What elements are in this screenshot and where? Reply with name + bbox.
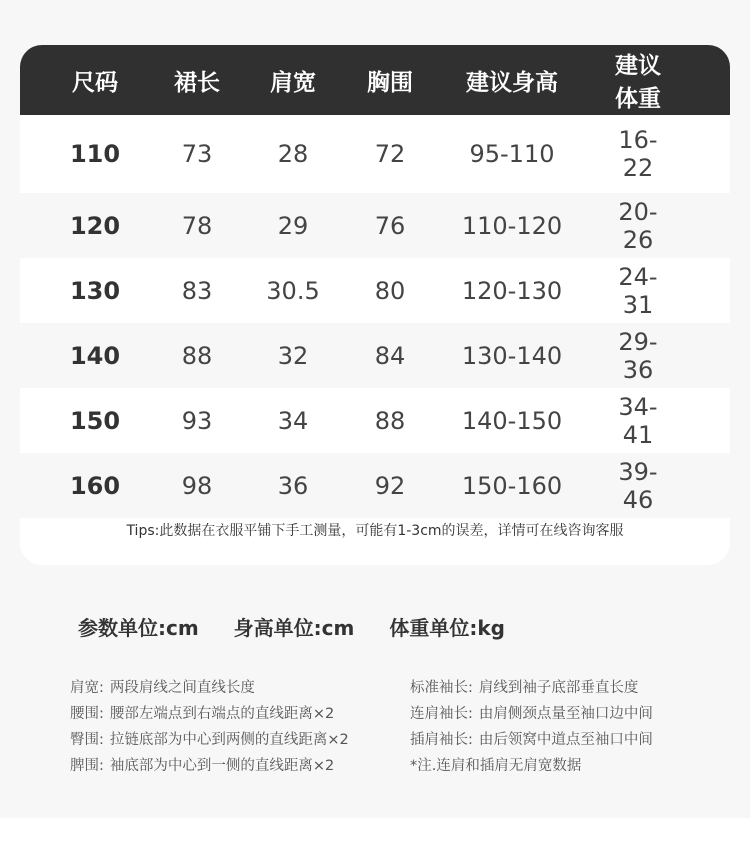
cell-skirt-length: 93 (181, 406, 213, 435)
cell-size: 160 (69, 471, 121, 500)
table-row (20, 258, 730, 323)
cell-height: 150-160 (461, 471, 563, 500)
cell-height: 110-120 (461, 211, 563, 240)
note-waist (70, 701, 349, 727)
height-unit: 身高单位:cm (233, 616, 355, 640)
cell-bust: 88 (374, 406, 406, 435)
cell-skirt-length: 98 (181, 471, 213, 500)
cell-height: 140-150 (461, 406, 563, 435)
note-value: 由后领窝中道点至袖口中间 (478, 732, 653, 748)
cell-weight: 29-36 (618, 327, 658, 384)
cell-weight: 16-22 (618, 126, 658, 182)
cell-size: 150 (69, 406, 121, 435)
measurement-tips: Tips:此数据在衣服平铺下手工测量，可能有1-3cm的误差，详情可在线咨询客服 (126, 523, 624, 539)
note-key: 连肩袖长: (410, 706, 473, 722)
header-suggested-weight: 建议体重 (615, 53, 661, 112)
note-footnote (410, 753, 653, 779)
table-row (20, 323, 730, 388)
cell-skirt-length: 83 (181, 276, 213, 305)
cell-height: 130-140 (461, 341, 563, 370)
note-raglan-sleeve (410, 727, 653, 753)
cell-weight: 24-31 (618, 262, 658, 319)
param-unit: 参数单位:cm (78, 616, 199, 640)
note-shoulder (70, 675, 349, 701)
bottom-band (0, 818, 750, 852)
header-skirt-length: 裙长 (174, 69, 220, 96)
note-key: 插肩袖长: (410, 732, 473, 748)
cell-bust: 80 (374, 276, 406, 305)
note-key: 臀围: (70, 732, 104, 748)
cell-height: 95-110 (469, 140, 555, 168)
note-key: 腰围: (70, 706, 104, 722)
cell-size: 130 (69, 276, 121, 305)
cell-bust: 84 (374, 341, 406, 370)
note-standard-sleeve (410, 675, 653, 701)
note-key: 脾围: (70, 758, 104, 774)
note-key: *注.连肩和插肩无肩宽数据 (410, 758, 582, 774)
table-row (20, 193, 730, 258)
header-bust: 胸围 (367, 69, 413, 96)
cell-shoulder-width: 30.5 (266, 276, 320, 305)
size-chart-card (20, 45, 730, 565)
header-size: 尺码 (72, 69, 118, 96)
units-line (78, 612, 533, 641)
cell-bust: 92 (374, 471, 406, 500)
cell-weight: 20-26 (618, 197, 658, 254)
cell-height: 120-130 (461, 276, 563, 305)
measurement-notes-right (410, 675, 653, 779)
note-key: 标准袖长: (410, 680, 473, 696)
cell-weight: 34-41 (618, 392, 658, 449)
cell-skirt-length: 88 (181, 341, 213, 370)
cell-skirt-length: 73 (181, 140, 213, 168)
cell-bust: 72 (374, 140, 406, 168)
table-row (20, 115, 730, 193)
header-shoulder-width: 肩宽 (270, 69, 316, 96)
cell-shoulder-width: 34 (277, 406, 309, 435)
cell-size: 110 (69, 140, 121, 168)
note-value: 袖底部为中心到一侧的直线距离×2 (109, 758, 335, 774)
note-value: 腰部左端点到右端点的直线距离×2 (109, 706, 335, 722)
note-value: 肩线到袖子底部垂直长度 (478, 680, 639, 696)
cell-shoulder-width: 28 (277, 140, 309, 168)
note-drop-shoulder-sleeve (410, 701, 653, 727)
measurement-notes-left (70, 675, 349, 779)
header-suggested-height: 建议身高 (466, 69, 558, 96)
table-row (20, 453, 730, 518)
note-value: 拉链底部为中心到两侧的直线距离×2 (109, 732, 349, 748)
cell-shoulder-width: 36 (277, 471, 309, 500)
cell-shoulder-width: 29 (277, 211, 309, 240)
table-row (20, 388, 730, 453)
note-value: 两段肩线之间直线长度 (109, 680, 255, 696)
size-table-header (20, 45, 730, 115)
cell-shoulder-width: 32 (277, 341, 309, 370)
note-armhole (70, 753, 349, 779)
note-value: 由肩侧颈点量至袖口边中间 (478, 706, 653, 722)
weight-unit: 体重单位:kg (389, 616, 505, 640)
cell-skirt-length: 78 (181, 211, 213, 240)
cell-weight: 39-46 (618, 457, 658, 514)
cell-size: 120 (69, 211, 121, 240)
cell-size: 140 (69, 341, 121, 370)
note-key: 肩宽: (70, 680, 104, 696)
cell-bust: 76 (374, 211, 406, 240)
note-hip (70, 727, 349, 753)
